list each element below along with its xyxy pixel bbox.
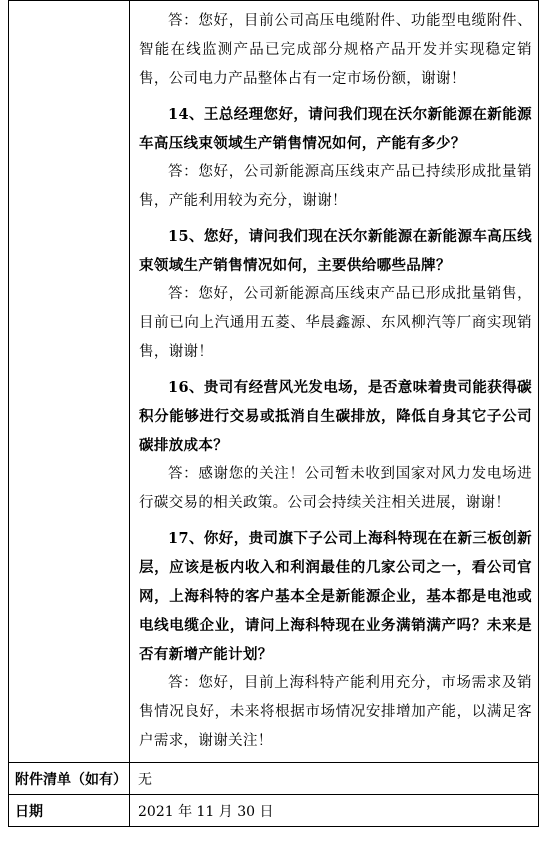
answer-16: 答：感谢您的关注！公司暂未收到国家对风力发电场进行碳交易的相关政策。公司会持续关注相关进展，谢谢！ bbox=[139, 466, 532, 511]
question-16: 16、贵司有经营风光发电场，是否意味着贵司能获得碳积分能够进行交易或抵消自生碳排放，降低自身其它子公司碳排放成本？ bbox=[139, 379, 532, 454]
answer-17: 答：您好，目前上海科特产能利用充分，市场需求及销售情况良好，未来将根据市场情况安排增加产能，以满足客户需求，谢谢关注！ bbox=[139, 675, 532, 749]
question-17: 17、你好，贵司旗下子公司上海科特现在在新三板创新层，应该是板内收入和利润最佳的几家公司之一，看公司官网，上海科特的客户基本全是新能源企业，基本都是电池或电线电缆企业，请问上海科特现在业务满销满产吗？未来是否有新增产能计划？ bbox=[139, 530, 532, 663]
attachments-row bbox=[9, 763, 539, 795]
answer-14: 答：您好，公司新能源高压线束产品已持续形成批量销售，产能利用较为充分，谢谢！ bbox=[139, 164, 532, 209]
attachments-value: 无 bbox=[130, 763, 539, 795]
date-label: 日期 bbox=[9, 795, 130, 827]
answer-15: 答：您好，公司新能源高压线束产品已形成批量销售，目前已向上汽通用五菱、华晨鑫源、东风柳汽等厂商实现销售，谢谢！ bbox=[139, 286, 532, 360]
date-row bbox=[9, 795, 539, 827]
answer-13: 答：您好，目前公司高压电缆附件、功能型电缆附件、智能在线监测产品已完成部分规格产品开发并实现稳定销售，公司电力产品整体占有一定市场份额，谢谢！ bbox=[139, 13, 532, 87]
question-15: 15、您好，请问我们现在沃尔新能源在新能源车高压线束领域生产销售情况如何，主要供给哪些品牌？ bbox=[139, 228, 532, 274]
attachments-label: 附件清单（如有） bbox=[9, 763, 130, 795]
empty-label-cell bbox=[9, 1, 130, 763]
qa-content-cell bbox=[130, 1, 539, 763]
disclosure-table bbox=[8, 0, 539, 827]
date-value: 2021 年 11 月 30 日 bbox=[130, 795, 539, 827]
question-14: 14、王总经理您好，请问我们现在沃尔新能源在新能源车高压线束领域生产销售情况如何，产能有多少？ bbox=[139, 106, 532, 152]
content-row bbox=[9, 1, 539, 763]
